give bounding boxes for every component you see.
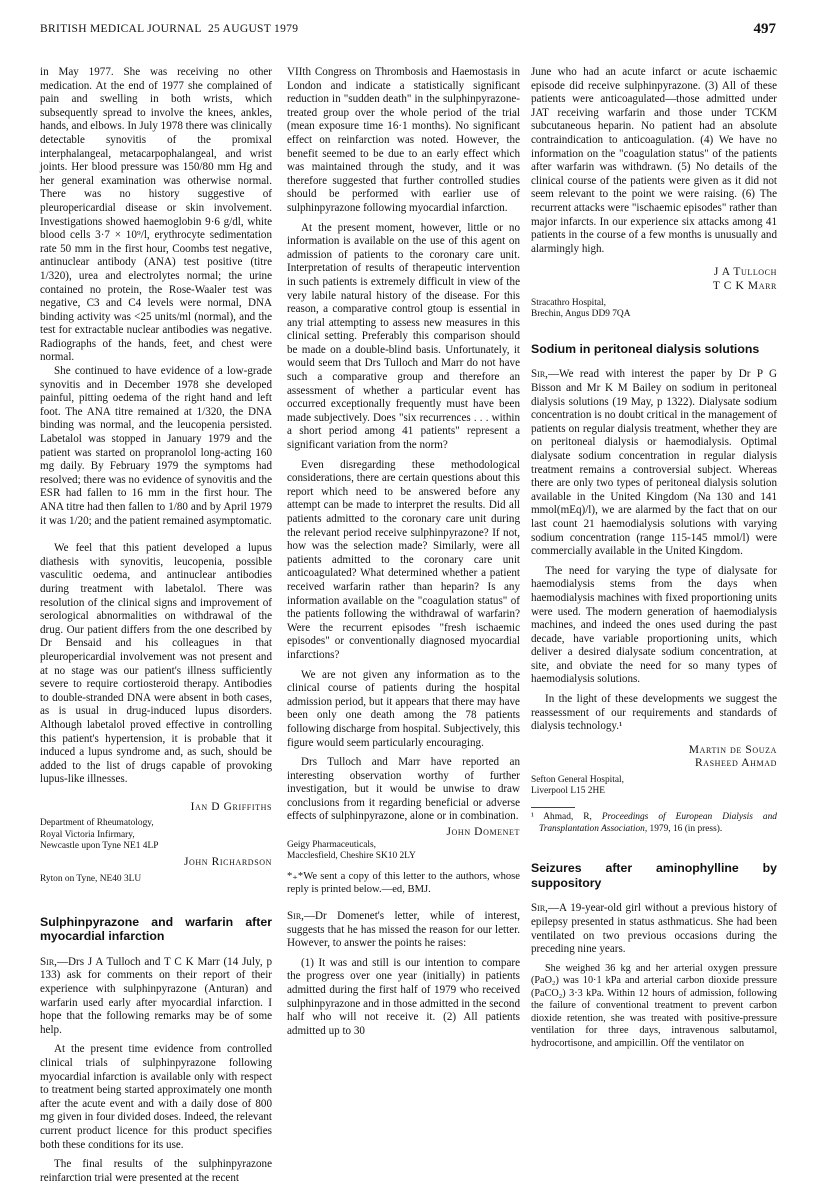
- paragraph: Sir,—Dr Domenet's letter, while of interest, suggests that he has missed the reason for our letter. However, to answer the points he raises:: [287, 910, 520, 950]
- paragraph: in May 1977. She was receiving no other medication. At the end of 1977 she complained of pain and swelling in both wrists, which subsequently spread to involve the knees, ankles, hands, and elbows. In July 1978 there was clinically detectable synovitis of the promixal interphalangeal, metacarpophalangeal, and wrist joints. Her blood pressure was 150/80 mm Hg and her general examination was otherwise normal. There was no history suggestive of pleuropericardial disease or skin involvement. Investigations showed haemoglobin 9·6 g/dl, white blood cells 3·7 × 10⁹/l, erythrocyte sedimentation rate 50 mm in the first hour, Coombs test negative, antinuclear antibody (ANA) test positive (titre 1/320), urea and electrolytes normal; the urine contained no protein, the Rose-Waaler test was negative, C3 and C4 levels were normal, DNA binding activity was <25 units/ml (normal), and the test for extractable nuclear antibodies was negative. Radiographs of the hands, feet, and chest were normal.: [40, 66, 272, 364]
- salutation: Sir,: [287, 910, 304, 923]
- paragraph: We feel that this patient developed a lupus diathesis with synovitis, leucopenia, possible vasculitic oedema, and antinuclear antibodies during treatment with labetalol. There was resolution of the clinical signs and improvement of serological abnormalities on withdrawal of the drug. Our patient differs from the one described by Dr Bensaid and his colleagues in that pleuropericardial involvement was not present and at no stage was our patient's illness sufficiently severe to require cortiosteroid therapy. Antibodies to double-stranded DNA were absent in both cases, as is usual in drug-induced lupus disorders. Although labetalol proved effective in controlling this patient's hypertension, it is probable that it induced a lupus syndrome and, as such, should be added to the list of drugs capable of provoking lupus-like illnesses.: [40, 542, 272, 786]
- paragraph: In the light of these developments we suggest the reassessment of our requirements and standards of dialysis technology.¹: [531, 693, 777, 733]
- paragraph: Sir,—Drs J A Tulloch and T C K Marr (14 July, p 133) ask for comments on their report of their experience with sulphinpyrazone (Anturan) and warfarin used early after myocardial infarction. I hope that the following remarks may be of some help.: [40, 955, 272, 1036]
- salutation: Sir,: [531, 902, 548, 915]
- paragraph: Sir,—We read with interest the paper by Dr P G Bisson and Mr K M Bailey on sodium in peritoneal dialysis solutions (19 May, p 1322). Dialysate sodium concentration is no doubt critical in the management of patients on regular dialysis treatment, whether they are on peritoneal dialysis or haemodialysis. Optimal dialysate sodium concentration in regular dialysis treatment remains a controversial subject. Whereas there are only two types of peritoneal dialysis solution available in the United Kingdom (Na 130 and 141 mmol(mEq)/l), we are alarmed by the fact that on our last count 21 haemodialysis solutions with varying sodium concentration (range 115-145 mmol/l) were commercially available in the United Kingdom.: [531, 368, 777, 558]
- page-header: [40, 23, 776, 41]
- author-address: Ryton on Tyne, NE40 3LU: [40, 873, 142, 884]
- paragraph: Even disregarding these methodological considerations, there are certain questions about this report which need to be answered before any attempt can be made to interpret the results. Did all patients admitted to the coronary care unit during the relevant period receive sulphinpyrazone? If not, how was the selection made? Similarly, were all patients admitted to the coronary care unit anticoagulated? What determined whether a patient received warfarin rather than heparin? Is any information available on the "coagulation status" of the patients following the withdrawal of warfarin? Were the recurrent episodes "fresh ischaemic episodes" or conventionally diagnosed myocardial infarctions?: [287, 458, 520, 661]
- salutation: Sir,: [531, 368, 548, 381]
- paragraph: She weighed 36 kg and her arterial oxygen pressure (PaO₂) was 10·1 kPa and arterial carbon dioxide pressure (PaCO₂) 3·3 kPa. Within 12 hours of admission, following the failure of conventional treatment to prevent carbon dioxide retention, she was treated with positive-pressure ventilation for three days, intravenous salbutamol, hydrocortisone, and ampicillin. Off the ventilator on: [531, 962, 777, 1049]
- column-2: [287, 66, 520, 1038]
- paragraph: We are not given any information as to the clinical course of patients during the hospital admission period, but it appears that there may have been only one death among the 78 patients following discharge from hospital. Subjectively, this figure would seem particularly encouraging.: [287, 668, 520, 749]
- paragraph: June who had an acute infarct or acute ischaemic episode did receive sulphinpyrazone. (3) All of these patients were anticoagulated—those admitted under JAT receiving warfarin and those under TCKM subcutaneous heparin. No patient had an absolute contraindication to anticoagulation. (4) We have no information on the "coagulation status" of the patients after warfarin was withdrawn. (5) No details of the clinical course of the patients were given as it did not seem relevant to the point we were raising. (6) The recurrent attacks were "ischaemic episodes" rather than major infarcts. In our experience six attacks among 41 patients in the course of a few months is unusually and alarmingly high.: [531, 66, 777, 255]
- author-address: Sefton General Hospital, Liverpool L15 2HE: [531, 775, 624, 797]
- author-signature: John Richardson: [183, 856, 272, 869]
- paragraph: She continued to have evidence of a low-grade synovitis and in December 1978 she developed painful, pitting oedema of the right hand and left foot. The ANA titre remained at 1/320, the DNA binding was normal, and the leucopenia persisted. Labetalol was stopped in January 1979 and the patient was started on propranolol long-acting 160 mg daily. By February 1979 the symptoms had resolved; there was no evidence of synovitis and the ESR had fallen to 16 mm in the first hour. The ANA titre had then fallen to 1/80 and by April 1979 it was 1/20; and the patient remained asymptomatic.: [40, 365, 272, 527]
- author-signature: Martin de Souza: [688, 743, 777, 756]
- editor-note: *₊*We sent a copy of this letter to the authors, whose reply is printed below.—ed, BMJ.: [287, 871, 520, 896]
- page-number: 497: [753, 21, 776, 37]
- paragraph: At the present moment, however, little or no information is available on the use of this agent on admission of patients to the coronary care unit. Interpretation of results of therapeutic intervention in such patients is extremely difficult in view of the very labile natural history of the disease. For this reason, a comparative control gtoup is essential in any trial attempting to assess new measures in this clinical setting. Preferably this comparison should be made on a double-blind basis. Unfortunately, it would seem that Drs Tulloch and Marr do not have such a comparative group and therefore an assessment of whether a particular event has occurred exceptionally frequently must have been made subjectively. Does "six recurrences . . . within a short period among 41 patients" represent a significant variation from the norm?: [287, 221, 520, 452]
- asterism: *₊*: [287, 871, 304, 883]
- paragraph: Sir,—A 19-year-old girl without a previous history of epilepsy presented in status asthmaticus. She had been ventilated on two previous occasions during the preceding nine years.: [531, 902, 777, 956]
- author-signature: Ian D Griffiths: [190, 800, 272, 813]
- column-1: [40, 66, 272, 1185]
- paragraph: VIIth Congress on Thrombosis and Haemostasis in London and indicate a statistically significant reduction in "sudden death" in the sulphinpyrazone-treated group over the whole period of the trial (mean exposure time 16·1 months). No significant effect on reinfarction was noted. However, the benefit seemed to be due to an early effect which was maintained through the study, and it was therefore suggested that further controlled studies should be performed with earlier use of sulphinpyrazone following myocardial infarction.: [287, 66, 520, 214]
- salutation: Sir,: [40, 955, 57, 968]
- section-heading: Sulphinpyrazone and warfarin after myocardial infarction: [40, 914, 272, 944]
- section-heading: Seizures after aminophylline by suppository: [531, 861, 777, 890]
- author-signature: John Domenet: [446, 826, 520, 839]
- paragraph: The need for varying the type of dialysate for haemodialysis stems from the days when haemodialysis machines with fixed proportioning units were used. The modern generation of haemodialysis machines, and indeed the ones used during the past decade, have variable proportioning units, which deliver a desired dialysate sodium concentration, at site, and obviate the need for so many types of haemodialysis solutions.: [531, 564, 777, 686]
- paragraph: At the present time evidence from controlled clinical trials of sulphinpyrazone following myocardial infarction is available only with respect to treatment being started approximately one month after the acute event and with a daily dose of 800 mg given in four divided doses. Indeed, the relevant current product licence for this product specifies both these conditions for its use.: [40, 1043, 272, 1151]
- author-signature: T C K Marr: [712, 279, 777, 292]
- footnote-rule: [531, 807, 575, 808]
- footnote-reference: ¹ Ahmad, R, Proceedings of European Dialysis and Transplantation Association, 1979, 16 (in press).: [531, 812, 777, 834]
- author-signature: J A Tulloch: [713, 266, 777, 279]
- author-address: Stracathro Hospital, Brechin, Angus DD9 7QA: [531, 297, 631, 319]
- author-signature: Rasheed Ahmad: [694, 757, 777, 770]
- column-3: [531, 66, 777, 1050]
- journal-title: BRITISH MEDICAL JOURNAL: [40, 23, 202, 35]
- paragraph: Drs Tulloch and Marr have reported an interesting observation worthy of further investigation, but it would be unwise to draw conclusions from it regarding beneficial or adverse effects of sulphinpyrazone, alone or in combination.: [287, 756, 520, 823]
- section-heading: Sodium in peritoneal dialysis solutions: [531, 341, 760, 356]
- author-address: Department of Rheumatology, Royal Victoria Infirmary, Newcastle upon Tyne NE1 4LP: [40, 818, 159, 851]
- paragraph: The final results of the sulphinpyrazone reinfarction trial were presented at the recent: [40, 1158, 272, 1184]
- paragraph: (1) It was and still is our intention to compare the progress over one year (initially) in patients admitted during the first half of 1979 who received sulphinpyrazone and in those admitted in the second half who will not receive it. (2) All patients admitted up to 30: [287, 956, 520, 1037]
- issue-date: 25 AUGUST 1979: [208, 23, 299, 35]
- author-address: Geigy Pharmaceuticals, Macclesfield, Cheshire SK10 2LY: [287, 839, 416, 861]
